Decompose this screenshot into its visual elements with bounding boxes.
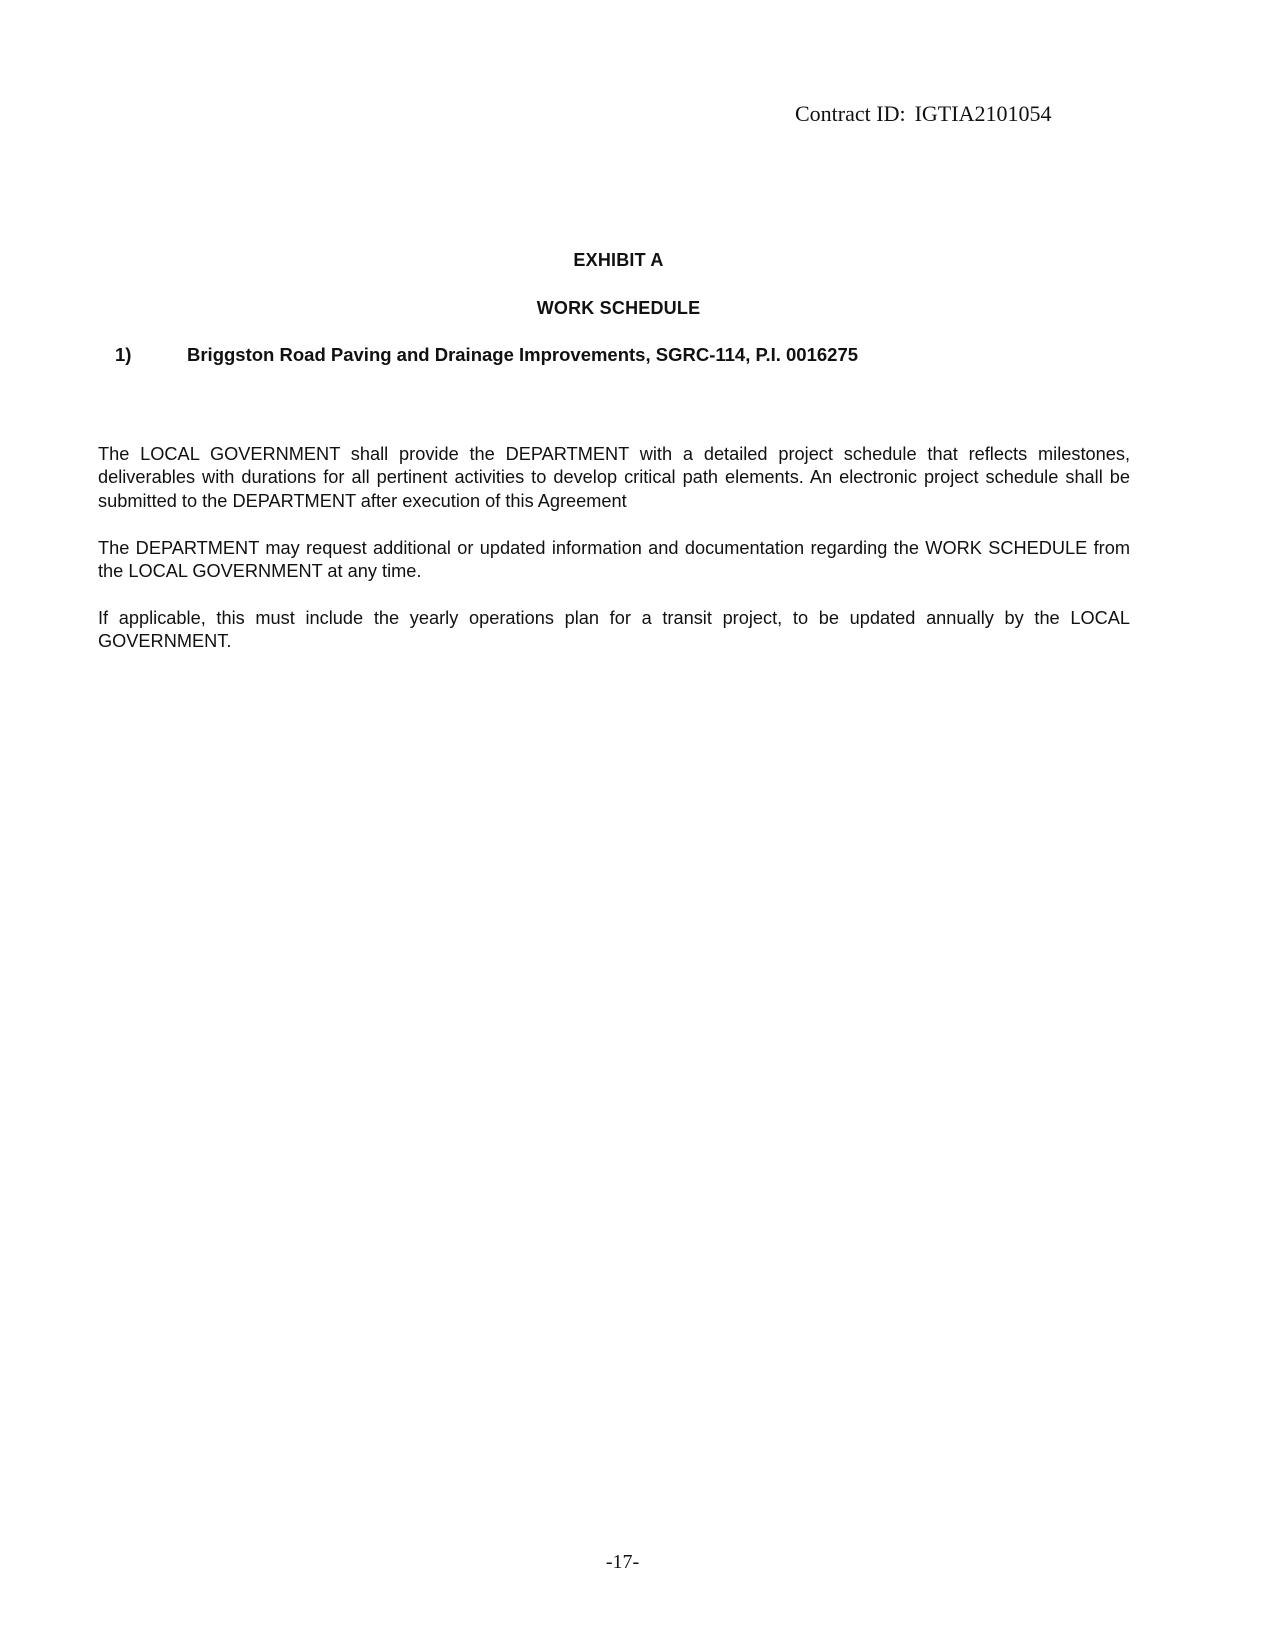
exhibit-title: EXHIBIT A [573, 250, 664, 270]
project-number: 1) [115, 344, 132, 365]
project-heading [115, 343, 858, 367]
page-number: -17- [605, 1551, 640, 1573]
contract-id-header [795, 100, 1051, 128]
exhibit-subtitle: WORK SCHEDULE [536, 298, 701, 318]
contract-id-label: Contract ID: [795, 101, 906, 126]
body-paragraph: The DEPARTMENT may request additional or updated information and documentation regarding the WORK SCHEDULE from the LOCAL GOVERNMENT at any time. [98, 538, 1130, 582]
contract-id-value: IGTIA2101054 [914, 101, 1052, 126]
project-title: Briggston Road Paving and Drainage Improvements, SGRC-114, P.I. 0016275 [187, 344, 859, 365]
body-paragraph: If applicable, this must include the yearly operations plan for a transit project, to be updated annually by the LOCAL GOVERNMENT. [98, 608, 1130, 652]
body-paragraph: The LOCAL GOVERNMENT shall provide the DEPARTMENT with a detailed project schedule that reflects milestones, deliverables with durations for all pertinent activities to develop critical path elements. An electronic project schedule shall be submitted to the DEPARTMENT after execution of this Agreement [98, 444, 1130, 511]
